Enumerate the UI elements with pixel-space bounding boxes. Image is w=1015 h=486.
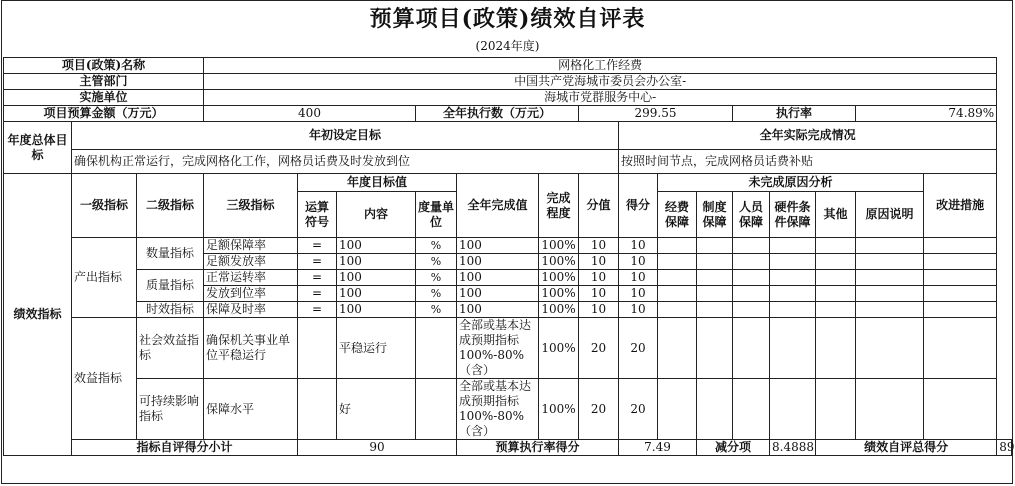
year-subtitle: (2024年度) [475,39,540,53]
actual-goal-label: 全年实际完成情况 [619,122,997,150]
header-unit: 度量单位 [416,192,457,238]
indicator-unit [416,318,457,379]
indicator-unit: % [416,286,457,302]
indicator-name: 足额发放率 [204,254,298,270]
indicator-name: 足额保障率 [204,238,298,254]
evaluation-table [3,57,1015,456]
table-row [4,270,1012,286]
indicator-op [298,379,337,440]
budget-label: 项目预算金额（万元） [4,106,204,122]
total-score-label: 绩效自评总得分 [816,440,997,456]
unit-label: 实施单位 [4,90,204,106]
indicator-max: 10 [579,286,619,302]
indicator-done: 100 [457,254,539,270]
rate-score-label: 预算执行率得分 [457,440,619,456]
header-level2: 二级指标 [137,174,204,238]
project-name-value: 网格化工作经费 [204,58,997,74]
budget-value: 400 [204,106,416,122]
indicator-degree: 100% [539,302,579,318]
output-indicator-label: 产出指标 [72,238,137,318]
unit-value: 海城市党群服务中心- [204,90,997,106]
indicator-op: = [298,254,337,270]
indicator-score: 10 [619,238,658,254]
indicator-degree: 100% [539,238,579,254]
timeliness-indicator-label: 时效指标 [137,302,204,318]
indicator-op: = [298,302,337,318]
table-row [4,238,1012,254]
indicator-score: 10 [619,254,658,270]
header-done: 全年完成值 [457,174,539,238]
header-reason-funding: 经费保障 [658,192,697,238]
header-op: 运算符号 [298,192,337,238]
indicator-content: 100 [337,238,416,254]
indicator-name: 发放到位率 [204,286,298,302]
indicator-content: 100 [337,286,416,302]
indicator-unit: % [416,302,457,318]
indicator-done: 100 [457,238,539,254]
indicator-unit [416,379,457,440]
indicator-degree: 100% [539,270,579,286]
indicator-unit: % [416,238,457,254]
header-content: 内容 [337,192,416,238]
subtotal-label: 指标自评得分小计 [72,440,298,456]
project-name-label: 项目(政策)名称 [4,58,204,74]
indicator-done: 100 [457,286,539,302]
indicator-degree: 100% [539,379,579,440]
indicator-content: 100 [337,270,416,286]
indicator-name: 确保机关事业单位平稳运行 [204,318,298,379]
header-level1: 一级指标 [72,174,137,238]
header-degree: 完成程度 [539,174,579,238]
indicator-done: 全部或基本达成预期指标100%-80%（含） [457,379,539,440]
indicator-unit: % [416,254,457,270]
indicator-score: 10 [619,286,658,302]
indicator-name: 保障水平 [204,379,298,440]
header-score-max: 分值 [579,174,619,238]
quantity-indicator-label: 数量指标 [137,238,204,270]
indicator-max: 10 [579,238,619,254]
planned-goal-label: 年初设定目标 [72,122,619,150]
header-level3: 三级指标 [204,174,298,238]
indicator-content: 100 [337,302,416,318]
header-measures: 改进措施 [924,174,997,238]
header-reason-hardware: 硬件条件保障 [770,192,816,238]
summary-row [4,440,1012,456]
indicator-degree: 100% [539,254,579,270]
exec-rate-value: 74.89% [856,106,997,122]
benefit-level2: 可持续影响指标 [137,379,204,440]
deduct-label: 减分项 [697,440,770,456]
indicator-op: = [298,286,337,302]
indicator-content: 100 [337,254,416,270]
header-explain: 原因说明 [856,192,924,238]
indicator-unit: % [416,270,457,286]
exec-rate-label: 执行率 [733,106,856,122]
planned-goal-text: 确保机构正常运行，完成网格化工作，网格员话费及时发放到位 [72,150,619,174]
page-title: 预算项目(政策)绩效自评表 [369,6,646,32]
indicator-done: 100 [457,270,539,286]
benefit-indicator-label: 效益指标 [72,318,137,440]
indicator-max: 10 [579,302,619,318]
subtotal-value: 90 [298,440,457,456]
actual-goal-text: 按照时间节点，完成网格员话费补贴 [619,150,997,174]
indicator-name: 保障及时率 [204,302,298,318]
table-row [4,302,1012,318]
header-reason-staff: 人员保障 [733,192,770,238]
benefit-level2: 社会效益指标 [137,318,204,379]
table-row [4,318,1012,379]
indicator-max: 10 [579,254,619,270]
header-target-group: 年度目标值 [298,174,457,192]
deduct-value: 8.4888 [770,440,816,456]
rate-score-value: 7.49 [619,440,697,456]
header-reason-other: 其他 [816,192,856,238]
header-score: 得分 [619,174,658,238]
performance-section-label: 绩效指标 [4,174,72,456]
indicator-op: = [298,270,337,286]
header-reasons-group: 未完成原因分析 [658,174,924,192]
table-row [4,379,1012,440]
annual-goal-label: 年度总体目标 [4,122,72,174]
indicator-max: 10 [579,270,619,286]
indicator-name: 正常运转率 [204,270,298,286]
indicator-max: 20 [579,318,619,379]
indicator-done: 全部或基本达成预期指标100%-80%（含） [457,318,539,379]
indicator-score: 10 [619,270,658,286]
indicator-done: 100 [457,302,539,318]
total-score-value: 89 [997,440,1012,456]
quality-indicator-label: 质量指标 [137,270,204,302]
exec-label: 全年执行数（万元） [416,106,579,122]
indicator-degree: 100% [539,286,579,302]
indicator-score: 10 [619,302,658,318]
header-reason-system: 制度保障 [697,192,733,238]
dept-label: 主管部门 [4,74,204,90]
indicator-op: = [298,238,337,254]
indicator-score: 20 [619,318,658,379]
indicator-content: 平稳运行 [337,318,416,379]
indicator-content: 好 [337,379,416,440]
indicator-degree: 100% [539,318,579,379]
indicator-max: 20 [579,379,619,440]
indicator-score: 20 [619,379,658,440]
exec-value: 299.55 [579,106,733,122]
dept-value: 中国共产党海城市委员会办公室- [204,74,997,90]
indicator-op [298,318,337,379]
